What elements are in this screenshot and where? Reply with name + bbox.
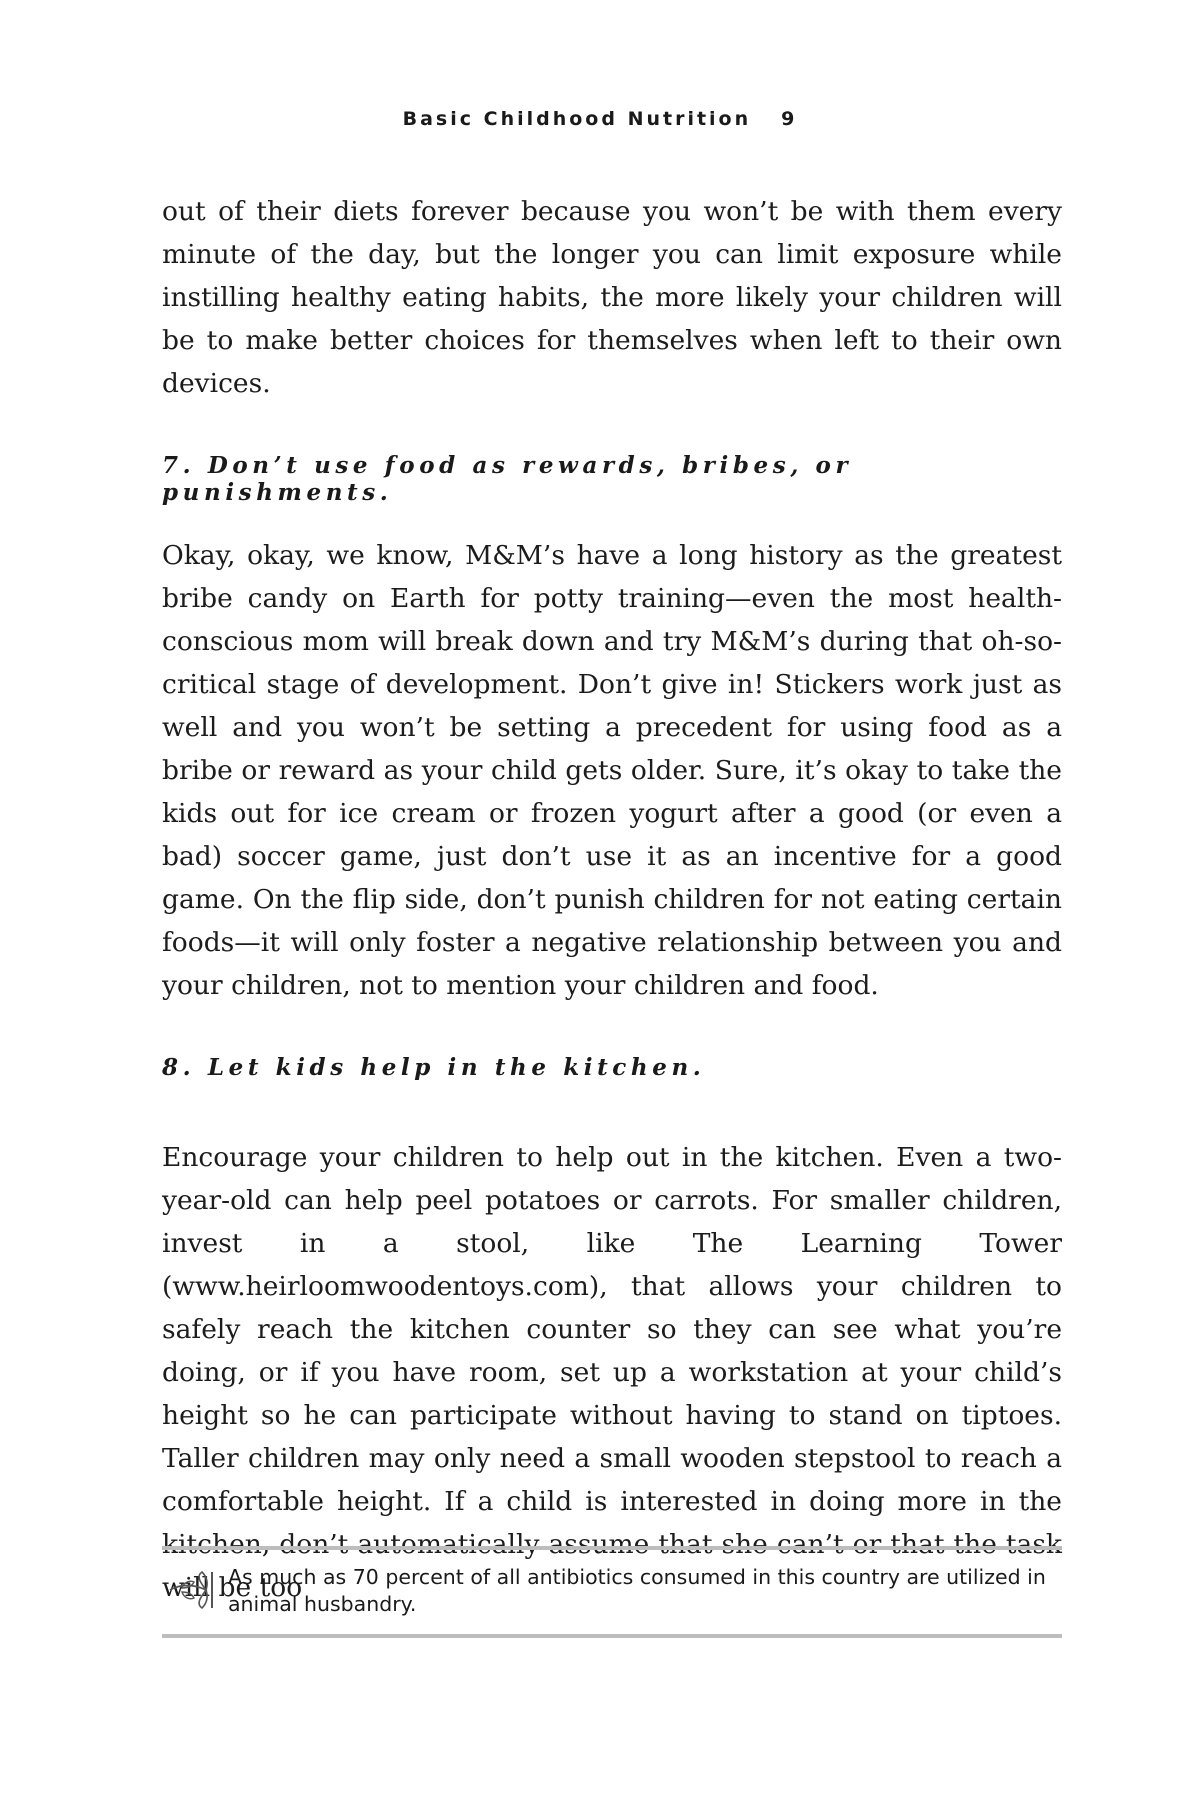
page-number: 9: [781, 108, 798, 130]
paragraph-kitchen: Encourage your children to help out in the kitchen. Even a two-year-old can help peel potatoes or carrots. For smaller children, invest in a stool, like The Learning Tower (www.heirloomwoodentoys.com), that allows your children to safely reach the kitchen counter so they can see what you’re doing, or if you have room, set up a workstation at your child’s height so he can participate without having to stand on tiptoes. Taller children may only need a small wooden stepstool to reach a comfortable height. If a child is interested in doing more in the kitchen, don’t automatically assume that she can’t or that the task will be too: [162, 1142, 1062, 1603]
sidebar-fact-box: [162, 1546, 1062, 1638]
paragraph-rewards: Okay, okay, we know, M&M’s have a long history as the greatest bribe candy on Earth for potty training—even the most health-conscious mom will break down and try M&M’s during that oh-so-critical stage of development. Don’t give in! Stickers work just as well and you won’t be setting a precedent for using food as a bribe or reward as your child gets older. Sure, it’s okay to take the kids out for ice cream or frozen yogurt after a good (or even a bad) soccer game, just don’t use it as an incentive for a good game. On the flip side, don’t punish children for not eating certain foods—it will only foster a negative relationship between you and your children, not to mention your children and food.: [162, 540, 1062, 1001]
running-title: Basic Childhood Nutrition: [402, 108, 752, 130]
section-heading-7: 7. Don’t use food as rewards, bribes, or punishments.: [162, 452, 853, 506]
paragraph-continued: out of their diets forever because you won’t be with them every minute of the day, but the longer you can limit exposure while instilling healthy eating habits, the more likely your children will be to make better choices for themselves when left to their own devices.: [162, 196, 1062, 399]
section-heading-8: 8. Let kids help in the kitchen.: [162, 1054, 706, 1081]
sidebar-fact-text: As much as 70 percent of all antibiotics consumed in this country are utilized in animal husbandry.: [228, 1565, 1046, 1616]
leaf-sprig-icon: [166, 1568, 218, 1612]
running-header: [0, 108, 1200, 130]
